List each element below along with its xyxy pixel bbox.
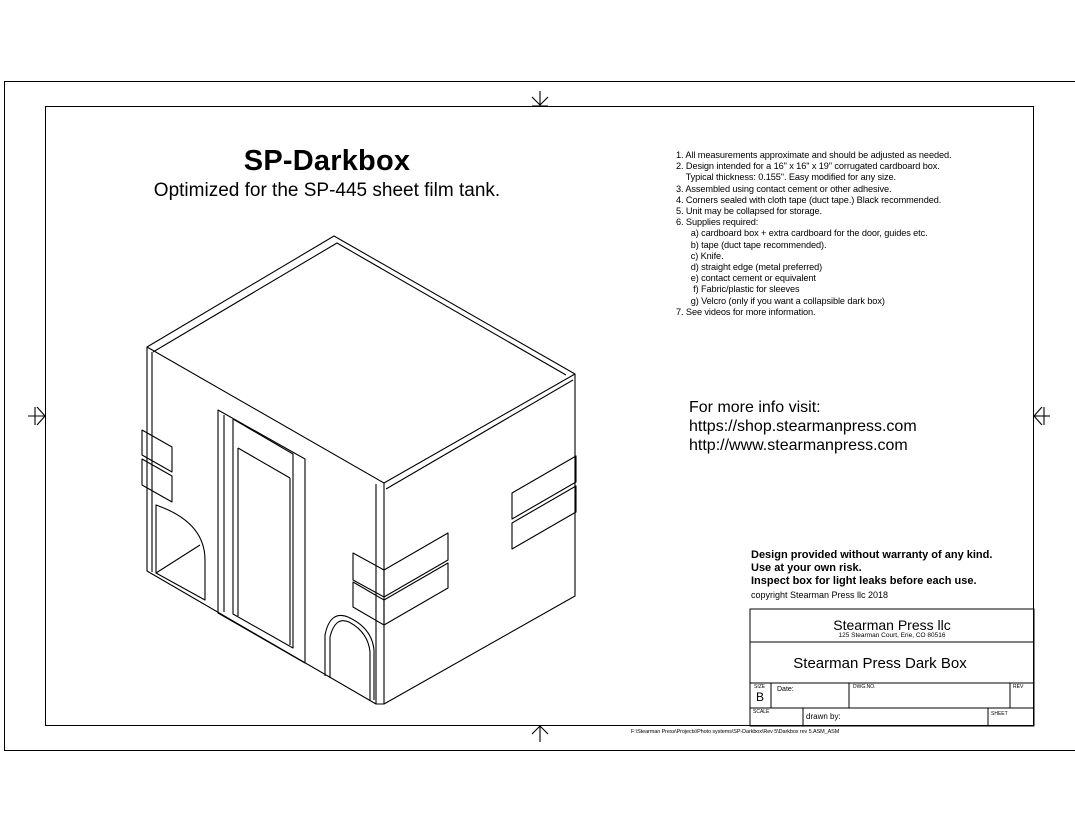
notes-list	[676, 150, 951, 318]
company-address: 125 Stearman Court, Erie, CO 80516	[838, 632, 946, 639]
right-guide-upper	[512, 456, 576, 519]
center-mark-top	[532, 91, 548, 106]
note-line: b) tape (duct tape recommended).	[676, 239, 827, 250]
date-label: Date:	[777, 686, 794, 693]
note-line: a) cardboard box + extra cardboard for the door, guides etc.	[676, 228, 928, 239]
more-info	[689, 398, 917, 455]
more-info-heading: For more info visit:	[689, 399, 821, 416]
center-mark-left	[28, 407, 45, 425]
door-panel	[218, 410, 305, 663]
note-line: 7. See videos for more information.	[676, 306, 816, 317]
center-mark-bottom	[532, 726, 548, 742]
drawing-name: Stearman Press Dark Box	[793, 655, 967, 672]
note-line: 2. Design intended for a 16" x 16" x 19" corrugated cardboard box.	[676, 161, 940, 172]
corner-guide-upper	[353, 533, 448, 597]
file-path: F:\Stearman Press\Projects\Photo systems\SP-Darkbox\Rev 5\Darkbox rev 5.ASM_ASM	[631, 729, 840, 735]
dwg-number-label: DWG.NO.	[853, 684, 876, 690]
corner-guide-lower	[353, 563, 448, 625]
note-line: 3. Assembled using contact cement or other adhesive.	[676, 183, 892, 194]
note-line: 6. Supplies required:	[676, 217, 759, 228]
sheet-label: SHEET	[991, 711, 1008, 717]
disclaimer-line: Use at your own risk.	[751, 562, 862, 575]
www-link[interactable]: http://www.stearmanpress.com	[689, 437, 908, 454]
note-line: Typical thickness: 0.155". Easy modified for any size.	[676, 172, 896, 183]
drawing-title: SP-Darkbox	[243, 145, 411, 177]
note-line: g) Velcro (only if you want a collapsible dark box)	[676, 295, 885, 306]
size-label: SIZE	[754, 684, 766, 690]
drawn-by-label: drawn by:	[806, 712, 841, 721]
disclaimer	[751, 549, 992, 589]
size-value: B	[756, 690, 765, 704]
center-mark-right	[1034, 407, 1050, 425]
box-top-face	[147, 236, 575, 483]
drawing-subtitle: Optimized for the SP-445 sheet film tank.	[153, 180, 501, 201]
shop-link[interactable]: https://shop.stearmanpress.com	[689, 418, 917, 435]
note-line: 4. Corners sealed with cloth tape (duct tape.) Black recommended.	[676, 194, 942, 205]
note-line: f) Fabric/plastic for sleeves	[676, 284, 800, 295]
right-arm-opening	[325, 615, 374, 700]
scale-label: SCALE	[753, 709, 770, 715]
rev-label: REV	[1013, 684, 1024, 690]
box-left-face	[147, 347, 384, 704]
note-line: 5. Unit may be collapsed for storage.	[676, 206, 822, 217]
disclaimer-line: Design provided without warranty of any kind.	[751, 549, 993, 561]
note-line: e) contact cement or equivalent	[676, 273, 816, 284]
right-guide-lower	[512, 486, 576, 549]
copyright-notice: copyright Stearman Press llc 2018	[751, 590, 889, 600]
left-arm-opening	[156, 505, 205, 600]
note-line: 1. All measurements approximate and should be adjusted as needed.	[676, 150, 952, 160]
box-right-face	[384, 374, 575, 704]
note-line: c) Knife.	[676, 250, 724, 261]
disclaimer-line: Inspect box for light leaks before each use.	[751, 575, 977, 588]
note-line: d) straight edge (metal preferred)	[676, 262, 823, 273]
company-name: Stearman Press llc	[833, 617, 951, 633]
